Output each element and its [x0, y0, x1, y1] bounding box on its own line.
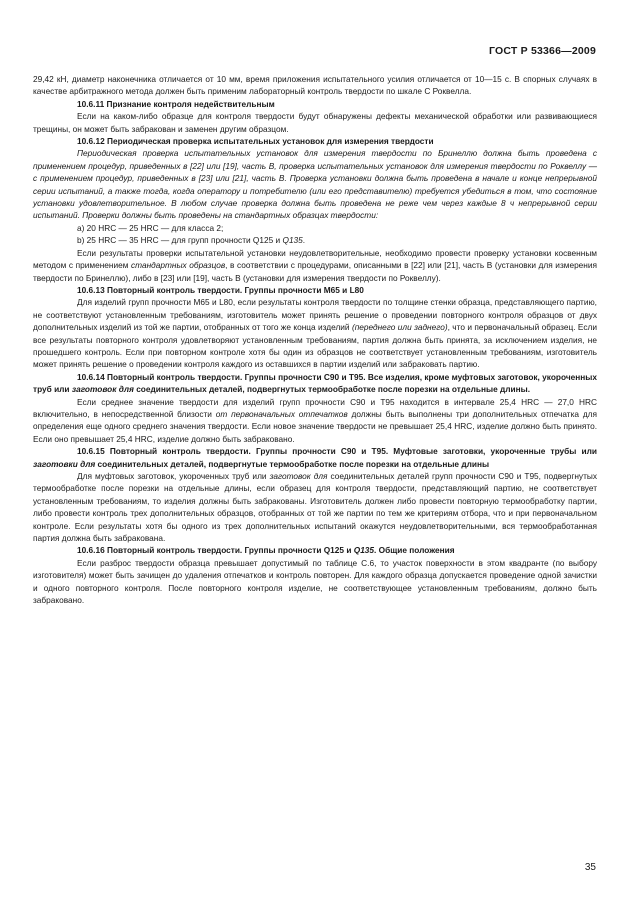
document-header: ГОСТ Р 53366—2009: [488, 45, 596, 57]
section-heading-10-6-16: [33, 544, 597, 556]
text-run: 10.6.15 Повторный контроль твердости. Группы прочности С90 и Т95. Муфтовые заготовки, укороченные трубы или: [77, 446, 597, 457]
paragraph: [33, 247, 597, 284]
section-heading-10-6-15: [33, 445, 597, 470]
text-run: , в соответствии с процедурами, описанными в [22] или [21], часть В (установки для измерения твердости по Бринеллю), либо в [23] или [19], часть В (установки для измерения твердости по Роквеллу).: [33, 260, 598, 283]
text-run: Если среднее значение твердости для изделий групп прочности С90 и Т95 находится в интервале 25,4 HRC — 27,0 HRC включительно, в непосредственной близости: [33, 396, 597, 419]
page-number: 35: [584, 862, 596, 873]
text-run: 10.6.16 Повторный контроль твердости. Группы прочности Q125 и: [77, 545, 354, 556]
text-run: 10.6.14 Повторный контроль твердости. Группы прочности С90 и Т95. Все изделия, кроме муфтовых заготовок, укороченных труб или: [33, 371, 597, 395]
paragraph: [33, 470, 597, 544]
page-body: [33, 73, 597, 606]
text-run: (переднего или заднего): [351, 322, 448, 333]
text-run: b) 25 HRC — 35 HRC — для групп прочности Q125 и: [77, 235, 283, 246]
paragraph-italic: [33, 147, 597, 221]
text-run: 10.6.11 Признание контроля недействительным: [77, 98, 275, 109]
list-item-a: [33, 222, 597, 234]
text-run: соединительных деталей, подвергнутых термообработке после порезки на отдельные длины.: [133, 384, 531, 395]
text-run: 10.6.12 Периодическая проверка испытательных установок для измерения твердости: [77, 136, 434, 147]
text-run: Если разброс твердости образца превышает допустимый по таблице С.6, то участок поверхности в этом квадранте (по выбору изготовителя) может быть зачищен до удаления отпечатков и контроль повторен. Для каждого образца допускается проведение одной зачистки и одного повторного контроля. После повторного контроля изделие, не соответствующее установленным требованиям, должно быть забраковано.: [33, 557, 597, 606]
text-run: Q135: [282, 235, 303, 246]
paragraph: [33, 296, 597, 370]
text-run: Периодическая проверка испытательных установок для измерения твердости по Бринеллю должна быть проведена с применением процедур, приведенных в [22] или [19], часть В, проверка испытательных установок для измерения твердости по Роквеллу — с применением процедур, приведенных в [23] или [21], часть В. Проверка установки должна быть проведена в начале и конце непрерывной серии испытаний, а также тогда, когда оператору и потребителю (или его представителю) требуется убедиться в том, что состояние установки удовлетворительное. В любом случае проверка должна быть проведена не реже чем через каждые 8 ч непрерывной серии испытаний. Проверки должны быть проведены на стандартных образцах твердости:: [33, 148, 597, 221]
paragraph: [33, 396, 597, 446]
paragraph: [33, 110, 597, 135]
text-run: Если на каком-либо образце для контроля твердости будут обнаружены дефекты механической обработки или развивающиеся трещины, он может быть забракован и заменен другим образцом.: [33, 111, 597, 134]
text-run: соединительных деталей групп прочности С90 и Т95, подвергнутых термообработке после порезки на отдельные длины, если образец для контроля твердости, представляющий партию, не соответствует установленным требованиям, то изделия должны быть забракованы. Изготовитель должен либо провести повторную термообработку партии, либо провести контроль трех дополнительных образцов, отобранных от той же партии по тем же критериям отбора, что и при первоначальном контроле. Если результаты хотя бы одного из трех дополнительных испытаний окажутся неудовлетворительными, вся термообработанная партия должна быть забракована.: [33, 471, 597, 544]
section-heading-10-6-13: [33, 284, 597, 296]
section-heading-10-6-11: [33, 98, 597, 110]
text-run: Для муфтовых заготовок, укороченных труб или: [77, 471, 270, 481]
paragraph-continuation: [33, 73, 597, 98]
text-run: . Общие положения: [374, 545, 455, 556]
section-heading-10-6-14: [33, 371, 597, 396]
text-run: заготовок для: [71, 384, 134, 395]
list-item-b: [33, 234, 597, 246]
text-run: от первоначальных отпечатков: [215, 408, 348, 419]
text-run: Для изделий групп прочности М65 и L80, если результаты контроля твердости по толщине стенки образца, представляющего партию, не соответствуют установленным требованиям, изготовитель может принять решение о проведении повторного контроля образцов от двух дополнительных изделий из той же партии, отобранных от того же конца изделий: [33, 297, 597, 333]
text-run: соединительных деталей, подвергнутые термообработке после порезки на отдельные длины: [95, 458, 490, 469]
text-run: заготовки для: [33, 458, 96, 469]
text-run: заготовок для: [269, 471, 328, 481]
text-run: , что и первоначальный образец. Если все результаты повторного контроля удовлетворяют установленным требованиям, партия должна быть принята, за исключением изделия, не прошедшего контроль. Если при повторном контроле хотя бы один из образцов не соответствует установленным требованиям, изготовитель может принять решение о проведении контроля каждого из оставшихся в партии изделий или забраковать партию.: [33, 322, 597, 370]
paragraph: [33, 557, 597, 607]
text-run: a) 20 HRC — 25 HRC — для класса 2;: [77, 222, 224, 233]
text-run: 10.6.13 Повторный контроль твердости. Группы прочности М65 и L80: [77, 284, 364, 295]
section-heading-10-6-12: [33, 135, 597, 147]
text-run: 29,42 кН, диаметр наконечника отличается от 10 мм, время приложения испытательного усилия отличается от 10—15 с. В спорных случаях в качестве арбитражного метода должен быть применим лабораторный контроль твердости по шкале С Роквелла.: [33, 74, 597, 97]
text-run: стандартных образцов: [131, 260, 226, 271]
text-run: Q135: [353, 545, 375, 556]
text-run: .: [302, 235, 306, 246]
text-run: Если результаты проверки испытательной установки неудовлетворительные, необходимо провести проверку установки косвенным методом с применением: [33, 247, 597, 271]
text-run: должны быть выполнены три дополнительных отпечатка для определения еще одного среднего значения твердости. Если новое значение твердости не превышает 25,4 HRC, изделие должно быть принято. Если оно превышает 25,4 HRC, изделие должно быть забраковано.: [33, 408, 597, 444]
